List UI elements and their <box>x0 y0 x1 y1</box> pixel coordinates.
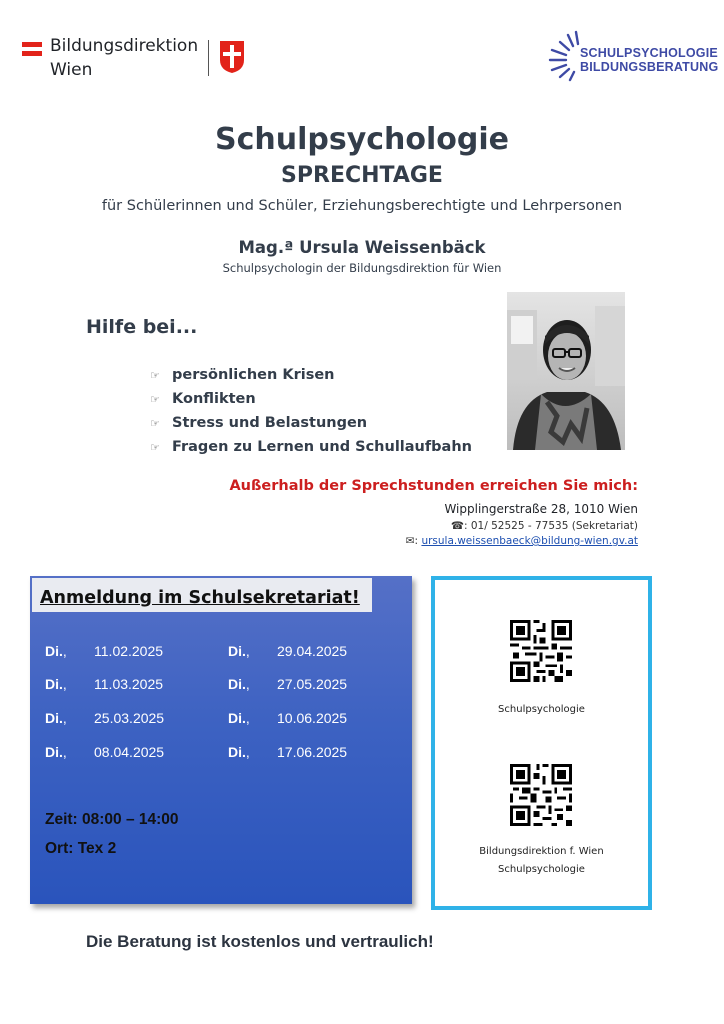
portrait-photo <box>507 292 625 450</box>
list-item: ☞ persönlichen Krisen <box>150 367 335 383</box>
envelope-icon: ✉ <box>405 535 415 547</box>
phone-icon: ☎ <box>450 520 464 532</box>
logo-bildungsberatung: BILDUNGSBERATUNG <box>580 60 719 74</box>
list-item: ☞ Konflikten <box>150 391 256 407</box>
qr-label-schulpsychologie: Schulpsychologie <box>498 704 585 715</box>
contact-email-row: ✉: ursula.weissenbaeck@bildung-wien.gv.at <box>405 535 638 547</box>
date-row: Di., 11.03.2025 <box>45 676 164 692</box>
contact-address: Wipplingerstraße 28, 1010 Wien <box>444 502 638 516</box>
date-row: Di., 11.02.2025 <box>45 643 164 659</box>
logo-divider <box>208 40 209 76</box>
audience-text: für Schülerinnen und Schüler, Erziehungsberechtigte und Lehrpersonen <box>101 198 623 214</box>
logo-text-line1: Bildungsdirektion <box>50 36 199 56</box>
qr-label-schulpsychologie-2: Schulpsychologie <box>498 864 585 875</box>
qr-code-schulpsychologie[interactable] <box>510 620 572 682</box>
contact-heading: Außerhalb der Sprechstunden erreichen Sie mich: <box>229 478 638 494</box>
registration-heading: Anmeldung im Schulsekretariat! <box>40 588 360 608</box>
page-subtitle: SPRECHTAGE <box>281 163 443 188</box>
austria-flag-icon <box>22 42 42 56</box>
hand-bullet-icon: ☞ <box>150 368 160 382</box>
registration-box <box>30 576 412 904</box>
date-row: Di., 25.03.2025 <box>45 710 165 726</box>
contact-phone: 01/ 52525 - 77535 (Sekretariat) <box>470 520 638 532</box>
date-row: Di., 27.05.2025 <box>228 676 348 692</box>
hand-bullet-icon: ☞ <box>150 440 160 454</box>
contact-phone-row: ☎: 01/ 52525 - 77535 (Sekretariat) <box>450 520 638 532</box>
psychologist-name: Mag.ª Ursula Weissenbäck <box>238 238 486 257</box>
time-info: Zeit: 08:00 – 14:00 <box>45 811 179 828</box>
email-link[interactable]: ursula.weissenbaeck@bildung-wien.gv.at <box>421 535 638 547</box>
date-row: Di., 17.06.2025 <box>228 744 348 760</box>
logo-schulpsychologie: SCHULPSYCHOLOGIE <box>580 46 718 60</box>
qr-code-box <box>431 576 652 910</box>
logo-text-line2: Wien <box>50 60 93 80</box>
list-item: ☞ Fragen zu Lernen und Schullaufbahn <box>150 439 472 455</box>
date-row: Di., 29.04.2025 <box>228 643 348 659</box>
qr-label-bildungsdirektion: Bildungsdirektion f. Wien <box>479 846 604 857</box>
page-title: Schulpsychologie <box>214 122 510 157</box>
list-item: ☞ Stress und Belastungen <box>150 415 368 431</box>
hand-bullet-icon: ☞ <box>150 416 160 430</box>
hand-bullet-icon: ☞ <box>150 392 160 406</box>
date-row: Di., 10.06.2025 <box>228 710 348 726</box>
location-info: Ort: Tex 2 <box>45 840 117 857</box>
qr-code-bildungsdirektion[interactable] <box>510 764 572 826</box>
vienna-shield-icon <box>219 40 245 74</box>
date-row: Di., 08.04.2025 <box>45 744 165 760</box>
help-heading: Hilfe bei... <box>86 316 198 338</box>
registration-heading-bar <box>32 578 372 612</box>
footer-note: Die Beratung ist kostenlos und vertraulich! <box>86 932 434 951</box>
psychologist-role: Schulpsychologin der Bildungsdirektion für Wien <box>222 261 502 275</box>
help-list <box>150 363 472 459</box>
